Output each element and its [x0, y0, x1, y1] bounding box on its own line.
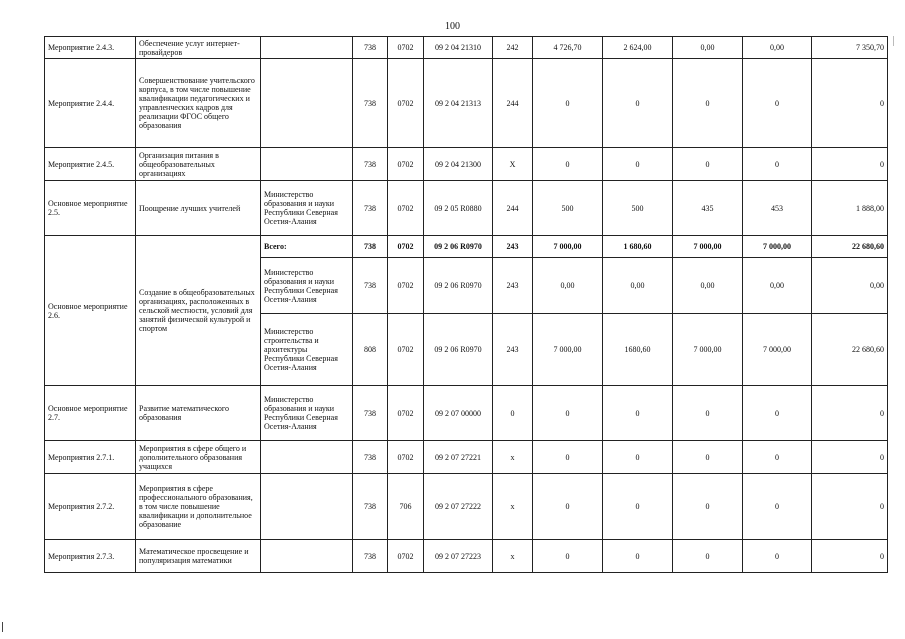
rzpr-code: 0702	[388, 386, 424, 441]
grbs-code: 738	[353, 181, 388, 236]
value-cell: 0	[743, 474, 812, 540]
csr-code: 09 2 06 R0970	[424, 258, 493, 314]
responsible-org	[261, 59, 353, 148]
event-name: Мероприятие 2.4.4.	[45, 59, 136, 148]
vr-code: 243	[493, 258, 533, 314]
value-cell: 2 624,00	[603, 37, 673, 59]
value-cell: 0	[603, 441, 673, 474]
page-number: 100	[445, 21, 460, 32]
rzpr-code: 0702	[388, 59, 424, 148]
rzpr-code: 0702	[388, 148, 424, 181]
value-cell: 435	[673, 181, 743, 236]
value-cell: 0	[603, 148, 673, 181]
vr-code: X	[493, 148, 533, 181]
event-name: Основное мероприятие 2.5.	[45, 181, 136, 236]
csr-code: 09 2 07 00000	[424, 386, 493, 441]
value-cell: 0	[533, 441, 603, 474]
table-row	[45, 59, 888, 148]
vr-code: 244	[493, 59, 533, 148]
rzpr-code: 0702	[388, 37, 424, 59]
grbs-code: 738	[353, 236, 388, 258]
responsible-org: Всего:	[261, 236, 353, 258]
csr-code: 09 2 05 R0880	[424, 181, 493, 236]
total-cell: 0	[812, 386, 888, 441]
grbs-code: 738	[353, 540, 388, 573]
value-cell: 0	[673, 540, 743, 573]
rzpr-code: 0702	[388, 441, 424, 474]
scan-artifact	[2, 622, 3, 632]
csr-code: 09 2 07 27221	[424, 441, 493, 474]
table-row	[45, 37, 888, 59]
responsible-org	[261, 474, 353, 540]
event-name: Мероприятия 2.7.2.	[45, 474, 136, 540]
table-row	[45, 386, 888, 441]
total-cell: 0	[812, 59, 888, 148]
event-description: Развитие математического образования	[136, 386, 261, 441]
total-cell: 7 350,70	[812, 37, 888, 59]
vr-code: х	[493, 441, 533, 474]
csr-code: 09 2 06 R0970	[424, 236, 493, 258]
value-cell: 0	[533, 148, 603, 181]
value-cell: 0	[743, 59, 812, 148]
responsible-org	[261, 37, 353, 59]
vr-code: х	[493, 474, 533, 540]
value-cell: 500	[533, 181, 603, 236]
responsible-org: Министерство строительства и архитектуры Республики Северная Осетия-Алания	[261, 314, 353, 386]
table-row-total	[45, 236, 888, 258]
vr-code: 243	[493, 314, 533, 386]
vr-code: 243	[493, 236, 533, 258]
vr-code: 242	[493, 37, 533, 59]
event-name: Мероприятие 2.4.3.	[45, 37, 136, 59]
vr-code: 0	[493, 386, 533, 441]
value-cell: 1680,60	[603, 314, 673, 386]
value-cell: 0,00	[743, 258, 812, 314]
vr-code: х	[493, 540, 533, 573]
value-cell: 0,00	[743, 37, 812, 59]
value-cell: 500	[603, 181, 673, 236]
value-cell: 0	[533, 386, 603, 441]
grbs-code: 738	[353, 441, 388, 474]
value-cell: 7 000,00	[673, 236, 743, 258]
table-row	[45, 148, 888, 181]
responsible-org: Министерство образования и науки Республики Северная Осетия-Алания	[261, 258, 353, 314]
value-cell: 453	[743, 181, 812, 236]
value-cell: 1 680,60	[603, 236, 673, 258]
csr-code: 09 2 07 27222	[424, 474, 493, 540]
value-cell: 0	[673, 474, 743, 540]
table-row	[45, 474, 888, 540]
responsible-org	[261, 148, 353, 181]
responsible-org	[261, 441, 353, 474]
rzpr-code: 0702	[388, 314, 424, 386]
table-row	[45, 441, 888, 474]
total-cell: 22 680,60	[812, 314, 888, 386]
responsible-org	[261, 540, 353, 573]
total-cell: 0,00	[812, 258, 888, 314]
value-cell: 0	[603, 474, 673, 540]
event-name: Основное мероприятие 2.7.	[45, 386, 136, 441]
event-name: Основное мероприятие 2.6.	[45, 236, 136, 386]
value-cell: 0	[673, 386, 743, 441]
value-cell: 7 000,00	[743, 236, 812, 258]
csr-code: 09 2 06 R0970	[424, 314, 493, 386]
value-cell: 0,00	[603, 258, 673, 314]
event-name: Мероприятия 2.7.1.	[45, 441, 136, 474]
grbs-code: 738	[353, 59, 388, 148]
responsible-org: Министерство образования и науки Республики Северная Осетия-Алания	[261, 386, 353, 441]
value-cell: 7 000,00	[743, 314, 812, 386]
csr-code: 09 2 04 21300	[424, 148, 493, 181]
total-cell: 0	[812, 474, 888, 540]
value-cell: 0	[603, 540, 673, 573]
budget-table	[44, 36, 888, 573]
value-cell: 0	[603, 59, 673, 148]
rzpr-code: 0702	[388, 181, 424, 236]
value-cell: 0	[673, 59, 743, 148]
value-cell: 0	[743, 148, 812, 181]
event-name: Мероприятие 2.4.5.	[45, 148, 136, 181]
grbs-code: 738	[353, 474, 388, 540]
event-description: Поощрение лучших учителей	[136, 181, 261, 236]
value-cell: 0,00	[673, 258, 743, 314]
grbs-code: 808	[353, 314, 388, 386]
event-description: Мероприятия в сфере общего и дополнительного образования учащихся	[136, 441, 261, 474]
value-cell: 0	[743, 540, 812, 573]
value-cell: 0	[603, 386, 673, 441]
rzpr-code: 706	[388, 474, 424, 540]
vr-code: 244	[493, 181, 533, 236]
total-cell: 0	[812, 148, 888, 181]
grbs-code: 738	[353, 37, 388, 59]
value-cell: 0	[533, 59, 603, 148]
value-cell: 7 000,00	[533, 314, 603, 386]
rzpr-code: 0702	[388, 258, 424, 314]
value-cell: 0	[743, 386, 812, 441]
grbs-code: 738	[353, 258, 388, 314]
value-cell: 0	[743, 441, 812, 474]
value-cell: 0,00	[673, 37, 743, 59]
value-cell: 0,00	[533, 258, 603, 314]
rzpr-code: 0702	[388, 540, 424, 573]
value-cell: 7 000,00	[673, 314, 743, 386]
grbs-code: 738	[353, 148, 388, 181]
scan-artifact	[893, 36, 894, 46]
table-row	[45, 540, 888, 573]
table-row	[45, 181, 888, 236]
event-description: Совершенствование учительского корпуса, в том числе повышение квалификации педагогических и управленческих кадров для реализации ФГОС общего образования	[136, 59, 261, 148]
grbs-code: 738	[353, 386, 388, 441]
value-cell: 7 000,00	[533, 236, 603, 258]
event-name: Мероприятия 2.7.3.	[45, 540, 136, 573]
event-description: Организация питания в общеобразовательных организациях	[136, 148, 261, 181]
value-cell: 4 726,70	[533, 37, 603, 59]
total-cell: 22 680,60	[812, 236, 888, 258]
responsible-org: Министерство образования и науки Республики Северная Осетия-Алания	[261, 181, 353, 236]
csr-code: 09 2 04 21310	[424, 37, 493, 59]
total-cell: 0	[812, 540, 888, 573]
total-cell: 1 888,00	[812, 181, 888, 236]
event-description: Создание в общеобразовательных организациях, расположенных в сельской местности, условий для занятий физической культурой и спортом	[136, 236, 261, 386]
value-cell: 0	[533, 540, 603, 573]
total-cell: 0	[812, 441, 888, 474]
value-cell: 0	[673, 441, 743, 474]
value-cell: 0	[533, 474, 603, 540]
csr-code: 09 2 04 21313	[424, 59, 493, 148]
csr-code: 09 2 07 27223	[424, 540, 493, 573]
event-description: Мероприятия в сфере профессионального образования, в том числе повышение квалификации и дополнительное образование	[136, 474, 261, 540]
event-description: Математическое просвещение и популяризация математики	[136, 540, 261, 573]
event-description: Обеспечение услуг интернет-провайдеров	[136, 37, 261, 59]
value-cell: 0	[673, 148, 743, 181]
rzpr-code: 0702	[388, 236, 424, 258]
